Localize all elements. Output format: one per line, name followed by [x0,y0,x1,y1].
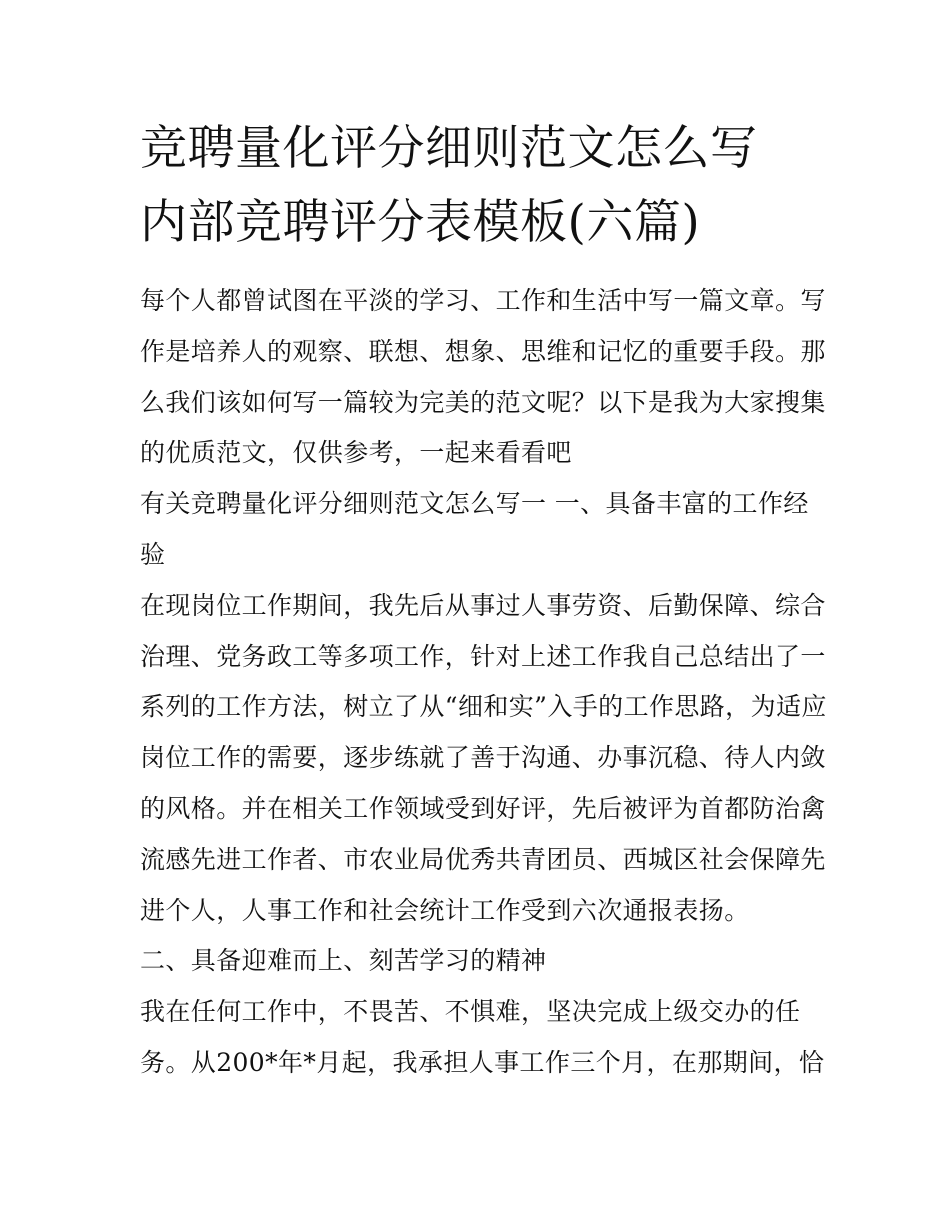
body-line-2: 作是培养人的观察、联想、想象、思维和记忆的重要手段。那 [140,336,826,366]
document-title [140,112,820,260]
section-heading-line-1: 有关竞聘量化评分细则范文怎么写一 一、具备丰富的工作经 [140,489,809,519]
title-line-1: 竞聘量化评分细则范文怎么写 [140,121,758,176]
document-body [140,276,827,1089]
body-line-15: 我在任何工作中，不畏苦、不惧难，坚决完成上级交办的任 [140,997,801,1027]
body-line-3: 么我们该如何写一篇较为完美的范文呢？以下是我为大家搜集 [140,387,826,417]
section-heading-2: 二、具备迎难而上、刻苦学习的精神 [140,946,547,976]
body-line-8: 治理、党务政工等多项工作，针对上述工作我自己总结出了一 [140,641,826,671]
body-line-10: 岗位工作的需要，逐步练就了善于沟通、办事沉稳、待人内敛 [140,743,826,773]
body-line-4: 的优质范文，仅供参考，一起来看看吧 [140,438,572,468]
body-line-7: 在现岗位工作期间，我先后从事过人事劳资、后勤保障、综合 [140,590,826,620]
body-line-1: 每个人都曾试图在平淡的学习、工作和生活中写一篇文章。写 [140,286,826,315]
body-line-16: 务。从200*年*月起，我承担人事工作三个月，在那期间，恰 [140,1047,825,1077]
body-line-13: 进个人，人事工作和社会统计工作受到六次通报表扬。 [140,895,750,925]
body-line-12: 流感先进工作者、市农业局优秀共青团员、西城区社会保障先 [140,844,826,874]
body-line-9: 系列的工作方法，树立了从“细和实”入手的工作思路，为适应 [140,692,827,722]
title-line-2: 内部竞聘评分表模板(六篇) [140,195,701,250]
body-line-11: 的风格。并在相关工作领域受到好评，先后被评为首都防治禽 [140,793,826,823]
section-heading-line-2: 验 [140,539,166,569]
